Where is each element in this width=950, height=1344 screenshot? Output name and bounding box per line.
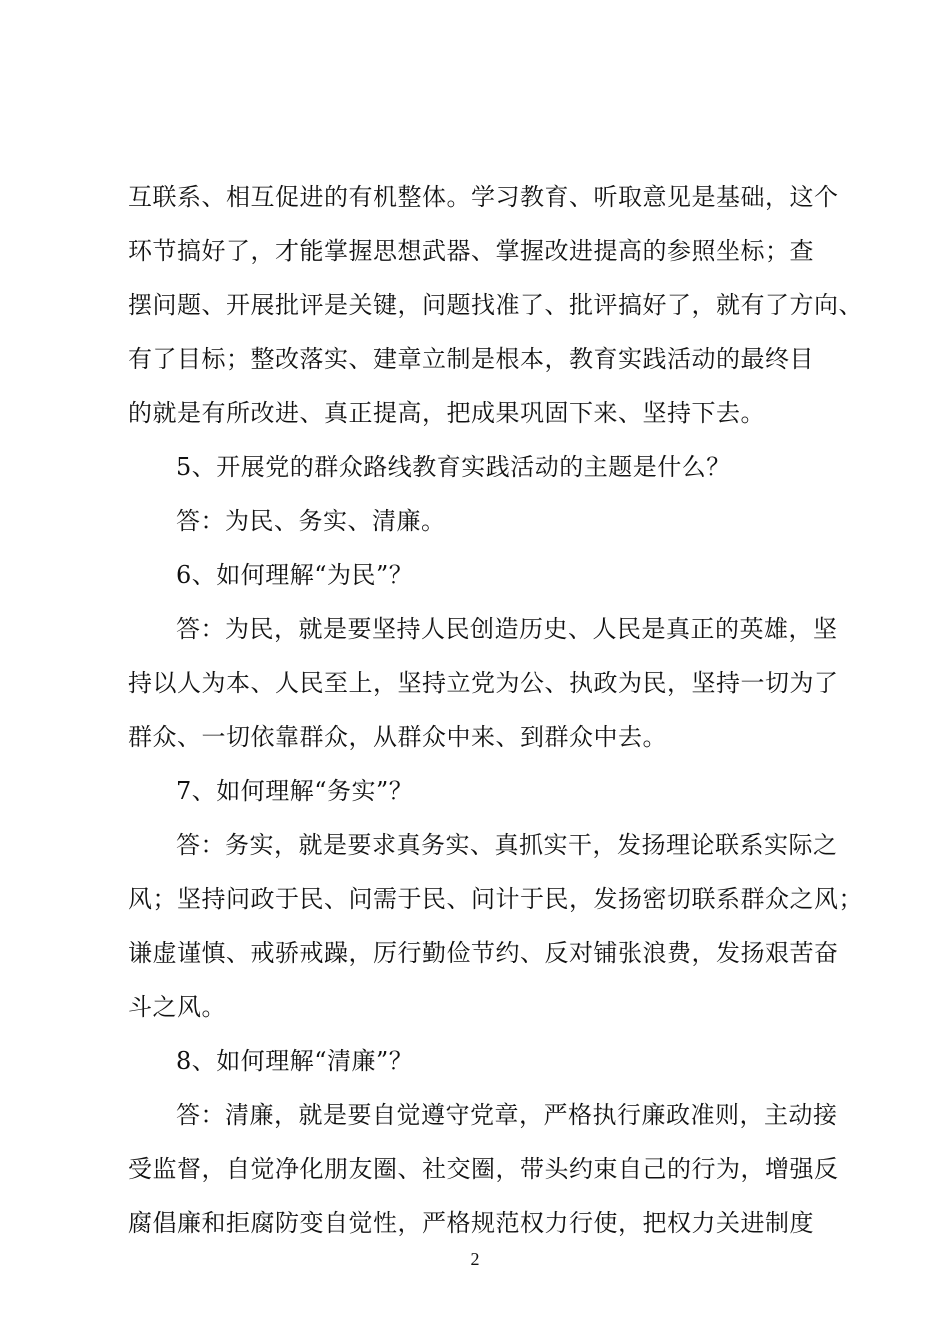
text-line: 受监督，自觉净化朋友圈、社交圈，带头约束自己的行为，增强反	[128, 1155, 839, 1183]
body-text	[128, 170, 863, 1250]
text-line: 有了目标；整改落实、建章立制是根本，教育实践活动的最终目	[128, 345, 814, 373]
text-line: 腐倡廉和拒腐防变自觉性，严格规范权力行使，把权力关进制度	[128, 1209, 814, 1237]
answer-5: 答：为民、务实、清廉。	[176, 507, 446, 535]
text-line: 斗之风。	[128, 993, 226, 1021]
text-line: 持以人为本、人民至上，坚持立党为公、执政为民，坚持一切为了	[128, 669, 839, 697]
answer-6: 答：为民，就是要坚持人民创造历史、人民是真正的英雄，坚	[176, 615, 838, 643]
question-7: 7、如何理解“务实”？	[176, 777, 414, 805]
question-5: 5、开展党的群众路线教育实践活动的主题是什么？	[176, 453, 731, 481]
text-line: 环节搞好了，才能掌握思想武器、掌握改进提高的参照坐标；查	[128, 237, 814, 265]
text-line: 摆问题、开展批评是关键，问题找准了、批评搞好了，就有了方向、	[128, 291, 863, 319]
question-6: 6、如何理解“为民”？	[176, 561, 414, 589]
text-line: 风；坚持问政于民、问需于民、问计于民，发扬密切联系群众之风；	[128, 885, 863, 913]
text-line: 谦虚谨慎、戒骄戒躁，厉行勤俭节约、反对铺张浪费，发扬艰苦奋	[128, 939, 839, 967]
text-line: 群众、一切依靠群众，从群众中来、到群众中去。	[128, 723, 667, 751]
text-line: 互联系、相互促进的有机整体。学习教育、听取意见是基础，这个	[128, 183, 839, 211]
page-number: 2	[470, 1249, 480, 1269]
answer-8: 答：清廉，就是要自觉遵守党章，严格执行廉政准则，主动接	[176, 1101, 838, 1129]
question-8: 8、如何理解“清廉”？	[176, 1047, 414, 1075]
text-line: 的就是有所改进、真正提高，把成果巩固下来、坚持下去。	[128, 399, 765, 427]
answer-7: 答：务实，就是要求真务实、真抓实干，发扬理论联系实际之	[176, 831, 838, 859]
